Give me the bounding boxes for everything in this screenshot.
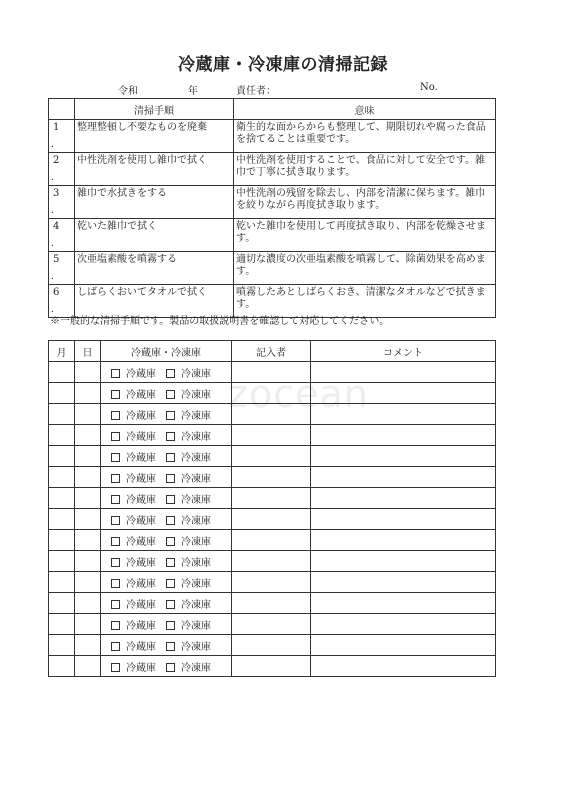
- day-cell[interactable]: [75, 425, 101, 446]
- refrigerator-checkbox[interactable]: [111, 642, 120, 651]
- refrigerator-checkbox[interactable]: [111, 474, 120, 483]
- day-cell[interactable]: [75, 383, 101, 404]
- step-row: [49, 219, 496, 252]
- freezer-checkbox[interactable]: [166, 495, 175, 504]
- month-cell[interactable]: [49, 614, 75, 635]
- comment-cell[interactable]: [311, 614, 496, 635]
- freezer-checkbox[interactable]: [166, 369, 175, 378]
- refrigerator-label: 冷蔵庫: [126, 389, 156, 401]
- recorder-cell[interactable]: [232, 635, 311, 656]
- steps-header-procedure: 清掃手順: [75, 99, 234, 120]
- freezer-checkbox[interactable]: [166, 579, 175, 588]
- day-cell[interactable]: [75, 467, 101, 488]
- month-cell[interactable]: [49, 635, 75, 656]
- step-meaning: 衛生的な面からからも整理して、期限切れや腐った食品を捨てることは重要です。: [234, 120, 496, 153]
- step-meaning: 適切な濃度の次亜塩素酸を噴霧して、除菌効果を高めます。: [234, 252, 496, 285]
- refrigerator-checkbox[interactable]: [111, 558, 120, 567]
- refrigerator-label: 冷蔵庫: [126, 410, 156, 422]
- step-number-dot: .: [51, 239, 54, 249]
- day-cell[interactable]: [75, 635, 101, 656]
- refrigerator-label: 冷蔵庫: [126, 473, 156, 485]
- recorder-cell[interactable]: [232, 593, 311, 614]
- log-row: [49, 530, 496, 551]
- appliance-cell: [101, 656, 232, 677]
- log-row: [49, 509, 496, 530]
- day-cell[interactable]: [75, 551, 101, 572]
- appliance-cell: [101, 362, 232, 383]
- refrigerator-label: 冷蔵庫: [126, 662, 156, 674]
- step-number-value: 2: [53, 155, 60, 166]
- step-number: [49, 219, 75, 252]
- log-header-day: 日: [75, 341, 101, 362]
- freezer-checkbox[interactable]: [166, 537, 175, 546]
- cleaning-note: ※一般的な清掃手順です。製品の取扱説明書を確認して対応してください。: [50, 316, 390, 327]
- refrigerator-checkbox[interactable]: [111, 495, 120, 504]
- step-number-dot: .: [51, 173, 54, 183]
- log-row: [49, 425, 496, 446]
- refrigerator-checkbox[interactable]: [111, 537, 120, 546]
- log-row: [49, 488, 496, 509]
- comment-cell[interactable]: [311, 572, 496, 593]
- refrigerator-label: 冷蔵庫: [126, 494, 156, 506]
- appliance-cell: [101, 530, 232, 551]
- step-number-dot: .: [51, 272, 54, 282]
- appliance-cell: [101, 635, 232, 656]
- refrigerator-checkbox[interactable]: [111, 579, 120, 588]
- refrigerator-label: 冷蔵庫: [126, 431, 156, 443]
- step-procedure: 乾いた雑巾で拭く: [75, 219, 234, 252]
- refrigerator-label: 冷蔵庫: [126, 368, 156, 380]
- freezer-checkbox[interactable]: [166, 432, 175, 441]
- comment-cell[interactable]: [311, 488, 496, 509]
- comment-cell[interactable]: [311, 551, 496, 572]
- day-cell[interactable]: [75, 404, 101, 425]
- freezer-label: 冷凍庫: [181, 368, 211, 380]
- day-cell[interactable]: [75, 509, 101, 530]
- appliance-cell: [101, 551, 232, 572]
- month-cell[interactable]: [49, 656, 75, 677]
- appliance-cell: [101, 509, 232, 530]
- appliance-cell: [101, 383, 232, 404]
- step-procedure: 中性洗剤を使用し雑巾で拭く: [75, 153, 234, 186]
- recorder-cell[interactable]: [232, 383, 311, 404]
- freezer-label: 冷凍庫: [181, 431, 211, 443]
- step-meaning: 中性洗剤を使用することで、食品に対して安全です。雑巾で丁寧に拭き取ります。: [234, 153, 496, 186]
- refrigerator-checkbox[interactable]: [111, 621, 120, 630]
- freezer-label: 冷凍庫: [181, 494, 211, 506]
- log-header-recorder: 記入者: [232, 341, 311, 362]
- freezer-label: 冷凍庫: [181, 599, 211, 611]
- recorder-cell[interactable]: [232, 467, 311, 488]
- log-row: [49, 383, 496, 404]
- day-cell[interactable]: [75, 656, 101, 677]
- month-cell[interactable]: [49, 572, 75, 593]
- step-number-dot: .: [51, 140, 54, 150]
- appliance-cell: [101, 467, 232, 488]
- freezer-label: 冷凍庫: [181, 641, 211, 653]
- day-cell[interactable]: [75, 530, 101, 551]
- freezer-checkbox[interactable]: [166, 390, 175, 399]
- month-cell[interactable]: [49, 593, 75, 614]
- log-header-month: 月: [49, 341, 75, 362]
- freezer-label: 冷凍庫: [181, 410, 211, 422]
- freezer-checkbox[interactable]: [166, 663, 175, 672]
- watermark: zocean: [228, 372, 369, 416]
- step-number-dot: .: [51, 206, 54, 216]
- freezer-label: 冷凍庫: [181, 578, 211, 590]
- recorder-cell[interactable]: [232, 572, 311, 593]
- freezer-checkbox[interactable]: [166, 558, 175, 567]
- comment-cell[interactable]: [311, 383, 496, 404]
- month-cell[interactable]: [49, 425, 75, 446]
- day-cell[interactable]: [75, 593, 101, 614]
- appliance-cell: [101, 425, 232, 446]
- freezer-checkbox[interactable]: [166, 474, 175, 483]
- recorder-cell[interactable]: [232, 614, 311, 635]
- comment-cell[interactable]: [311, 509, 496, 530]
- day-cell[interactable]: [75, 572, 101, 593]
- step-row: [49, 186, 496, 219]
- step-number: [49, 120, 75, 153]
- month-cell[interactable]: [49, 446, 75, 467]
- step-procedure: 整理整頓し不要なものを廃棄: [75, 120, 234, 153]
- freezer-label: 冷凍庫: [181, 452, 211, 464]
- refrigerator-label: 冷蔵庫: [126, 578, 156, 590]
- recorder-cell[interactable]: [232, 488, 311, 509]
- comment-cell[interactable]: [311, 446, 496, 467]
- comment-cell[interactable]: [311, 467, 496, 488]
- freezer-checkbox[interactable]: [166, 642, 175, 651]
- step-number-value: 5: [53, 254, 60, 265]
- freezer-checkbox[interactable]: [166, 453, 175, 462]
- month-cell[interactable]: [49, 383, 75, 404]
- recorder-cell[interactable]: [232, 551, 311, 572]
- month-cell[interactable]: [49, 362, 75, 383]
- day-cell[interactable]: [75, 362, 101, 383]
- step-row: [49, 153, 496, 186]
- recorder-cell[interactable]: [232, 509, 311, 530]
- recorder-cell[interactable]: [232, 404, 311, 425]
- appliance-cell: [101, 488, 232, 509]
- step-procedure: 雑巾で水拭きをする: [75, 186, 234, 219]
- refrigerator-checkbox[interactable]: [111, 600, 120, 609]
- refrigerator-label: 冷蔵庫: [126, 557, 156, 569]
- recorder-cell[interactable]: [232, 656, 311, 677]
- refrigerator-checkbox[interactable]: [111, 453, 120, 462]
- refrigerator-label: 冷蔵庫: [126, 599, 156, 611]
- steps-header-row: [49, 99, 496, 120]
- freezer-checkbox[interactable]: [166, 411, 175, 420]
- step-number: [49, 186, 75, 219]
- comment-cell[interactable]: [311, 425, 496, 446]
- month-cell[interactable]: [49, 404, 75, 425]
- refrigerator-label: 冷蔵庫: [126, 641, 156, 653]
- recorder-cell[interactable]: [232, 425, 311, 446]
- step-row: [49, 252, 496, 285]
- log-row: [49, 635, 496, 656]
- step-meaning: 乾いた雑巾を使用して再度拭き取り、内部を乾燥させます。: [234, 219, 496, 252]
- refrigerator-label: 冷蔵庫: [126, 452, 156, 464]
- log-row: [49, 656, 496, 677]
- appliance-cell: [101, 614, 232, 635]
- freezer-label: 冷凍庫: [181, 557, 211, 569]
- recorder-cell[interactable]: [232, 446, 311, 467]
- freezer-label: 冷凍庫: [181, 662, 211, 674]
- step-meaning: 中性洗剤の残留を除去し、内部を清潔に保ちます。雑巾を絞りながら再度拭き取ります。: [234, 186, 496, 219]
- step-number-dot: .: [51, 305, 54, 315]
- refrigerator-checkbox[interactable]: [111, 432, 120, 441]
- month-cell[interactable]: [49, 488, 75, 509]
- freezer-label: 冷凍庫: [181, 515, 211, 527]
- step-number-value: 1: [53, 122, 60, 133]
- refrigerator-checkbox[interactable]: [111, 663, 120, 672]
- log-row: [49, 362, 496, 383]
- month-cell[interactable]: [49, 530, 75, 551]
- number-label: No.: [420, 82, 438, 93]
- month-cell[interactable]: [49, 509, 75, 530]
- log-row: [49, 614, 496, 635]
- appliance-cell: [101, 593, 232, 614]
- freezer-checkbox[interactable]: [166, 600, 175, 609]
- log-header-comment: コメント: [311, 341, 496, 362]
- refrigerator-label: 冷蔵庫: [126, 620, 156, 632]
- recorder-cell[interactable]: [232, 362, 311, 383]
- freezer-label: 冷凍庫: [181, 473, 211, 485]
- day-cell[interactable]: [75, 446, 101, 467]
- manager-label: 責任者：: [236, 86, 276, 97]
- refrigerator-checkbox[interactable]: [111, 390, 120, 399]
- log-row: [49, 404, 496, 425]
- log-header-appliance: 冷蔵庫・冷凍庫: [101, 341, 232, 362]
- refrigerator-checkbox[interactable]: [111, 411, 120, 420]
- cleaning-log-table: [48, 340, 496, 677]
- step-procedure: しばらくおいてタオルで拭く: [75, 285, 234, 318]
- log-row: [49, 446, 496, 467]
- log-header-row: [49, 341, 496, 362]
- step-number-value: 3: [53, 188, 60, 199]
- step-meaning: 噴霧したあとしばらくおき、清潔なタオルなどで拭きます。: [234, 285, 496, 318]
- comment-cell[interactable]: [311, 635, 496, 656]
- comment-cell[interactable]: [311, 656, 496, 677]
- steps-header-number: [49, 99, 75, 120]
- refrigerator-checkbox[interactable]: [111, 516, 120, 525]
- appliance-cell: [101, 572, 232, 593]
- refrigerator-label: 冷蔵庫: [126, 515, 156, 527]
- comment-cell[interactable]: [311, 362, 496, 383]
- step-number: [49, 153, 75, 186]
- year-label: 年: [188, 86, 198, 97]
- recorder-cell[interactable]: [232, 530, 311, 551]
- refrigerator-label: 冷蔵庫: [126, 536, 156, 548]
- refrigerator-checkbox[interactable]: [111, 369, 120, 378]
- log-row: [49, 467, 496, 488]
- day-cell[interactable]: [75, 614, 101, 635]
- cleaning-steps-table: [48, 98, 496, 318]
- comment-cell[interactable]: [311, 404, 496, 425]
- steps-header-meaning: 意味: [234, 99, 496, 120]
- step-number-value: 6: [53, 287, 60, 298]
- log-row: [49, 551, 496, 572]
- freezer-label: 冷凍庫: [181, 620, 211, 632]
- freezer-label: 冷凍庫: [181, 536, 211, 548]
- step-row: [49, 120, 496, 153]
- month-cell[interactable]: [49, 551, 75, 572]
- step-number: [49, 252, 75, 285]
- log-row: [49, 572, 496, 593]
- day-cell[interactable]: [75, 488, 101, 509]
- freezer-checkbox[interactable]: [166, 621, 175, 630]
- month-cell[interactable]: [49, 467, 75, 488]
- appliance-cell: [101, 446, 232, 467]
- freezer-checkbox[interactable]: [166, 516, 175, 525]
- appliance-cell: [101, 404, 232, 425]
- freezer-label: 冷凍庫: [181, 389, 211, 401]
- step-procedure: 次亜塩素酸を噴霧する: [75, 252, 234, 285]
- era-label: 令和: [118, 86, 138, 97]
- step-number-value: 4: [53, 221, 60, 232]
- log-row: [49, 593, 496, 614]
- comment-cell[interactable]: [311, 593, 496, 614]
- page-title: 冷蔵庫・冷凍庫の清掃記録: [178, 55, 388, 75]
- comment-cell[interactable]: [311, 530, 496, 551]
